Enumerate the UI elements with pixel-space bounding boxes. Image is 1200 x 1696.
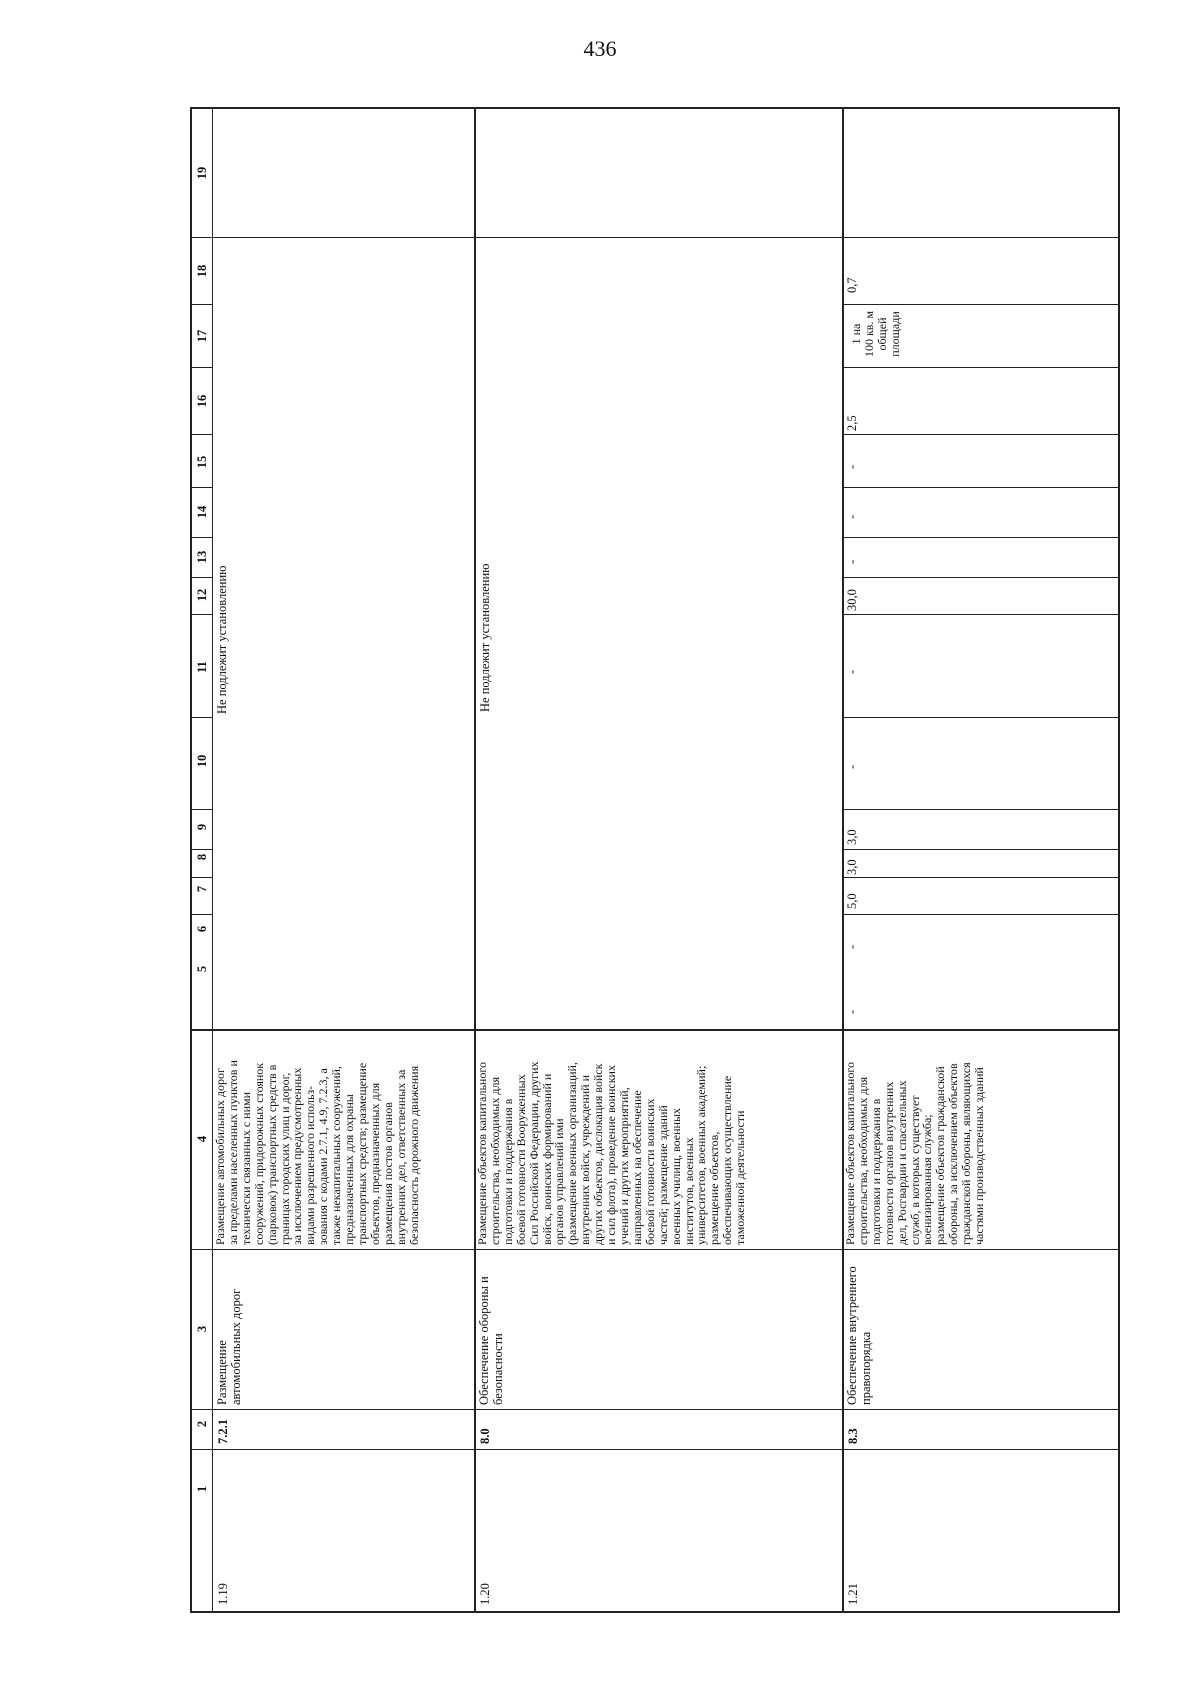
row-number: 1.21 — [846, 1583, 860, 1605]
col-num-10: 10 — [195, 754, 209, 768]
col-num-17: 17 — [195, 329, 209, 343]
col-num-15: 15 — [195, 455, 209, 469]
col-num-1: 1 — [195, 1485, 209, 1493]
col-num-3: 3 — [195, 1325, 209, 1333]
row-name: Обеспечение внутреннего правопорядка — [845, 1266, 873, 1405]
value-col-10: - — [845, 764, 859, 769]
col-num-12: 12 — [195, 588, 209, 602]
row-code: 7.2.1 — [216, 1419, 230, 1444]
col-num-13: 13 — [195, 550, 209, 564]
col-num-9: 9 — [195, 823, 209, 831]
col-num-4: 4 — [195, 1135, 209, 1143]
value-col-6: - — [845, 944, 859, 949]
regulations-table — [190, 107, 1120, 1613]
value-col-9: 3,0 — [845, 829, 859, 845]
value-col-5: - — [845, 1009, 859, 1014]
col-num-8: 8 — [195, 853, 209, 861]
value-col-8: 3,0 — [845, 859, 859, 875]
col-num-19: 19 — [195, 166, 209, 180]
value-col-12: 30,0 — [845, 589, 859, 611]
value-col-11: - — [845, 669, 859, 674]
value-col-18: 0,7 — [845, 277, 859, 293]
col-num-14: 14 — [195, 505, 209, 519]
col-num-2: 2 — [195, 1420, 209, 1428]
col-num-18: 18 — [195, 264, 209, 278]
col-num-11: 11 — [195, 661, 209, 673]
value-col-16: 2,5 — [845, 415, 859, 431]
col-num-6: 6 — [195, 925, 209, 933]
row-name: Размещение автомобильных дорог — [215, 1288, 243, 1405]
row-description: Размещение автомобильных дорог за пределами населенных пунктов и технически связанных с ними сооружений, придорожных стоянок (парковок) транспортных средств в границах городских улиц и дорог, за исключением предусмотренных видами разрешенного использ- зования с кодами 2.7.1, 4.9, 7.2.3, а также некапитальных сооружений, предназначенных для охраны транспортных средств; размещение объектов, предназначенных для размещения постов органов внутренних дел, ответственных за безопасность дорожного движения — [213, 1060, 421, 1245]
value-col-15: - — [845, 464, 859, 469]
row-description: Размещение объектов капитального строительства, необходимых для подготовки и поддержания в боевой готовности Вооруженных Сил Российской Федерации, других войск, воинских формирований и органов управлений ими (размещение военных организаций, внутренних войск, учреждений и других объектов, дислокация войск и сил флота), проведение воинских учений и других мероприятий, направленных на обеспечение боевой готовности воинских частей; размещение зданий военных училищ, военных институтов, военных университетов, военных академий; размещение объектов, обеспечивающих осуществление таможенной деятельности — [475, 1061, 748, 1245]
row-number: 1.19 — [216, 1583, 230, 1605]
value-col-7: 5,0 — [845, 893, 859, 909]
row-code: 8.0 — [478, 1428, 492, 1444]
col-num-5: 5 — [195, 965, 209, 973]
row-code: 8.3 — [846, 1428, 860, 1444]
value-col-17: 1 на 100 кв. м общей площади — [849, 310, 902, 358]
row-number: 1.20 — [478, 1583, 492, 1605]
col-num-16: 16 — [195, 394, 209, 408]
value-col-13: - — [845, 559, 859, 564]
page-number: 436 — [583, 36, 617, 61]
row-description: Размещение объектов капитального строительства, необходимых для подготовки и поддержания в готовности органов внутренних дел, Росгвардии и спасательных служб, в которых существует военизированная служба; размещение объектов гражданской обороны, за исключением объектов гражданской обороны, являющихся частями производственных зданий — [843, 1062, 987, 1245]
value-col-14: - — [845, 514, 859, 519]
row-note: Не подлежит установлению — [478, 563, 492, 712]
row-note: Не подлежит установлению — [215, 565, 229, 714]
col-num-7: 7 — [195, 885, 209, 893]
row-name: Обеспечение обороны и безопасности — [477, 1276, 505, 1405]
